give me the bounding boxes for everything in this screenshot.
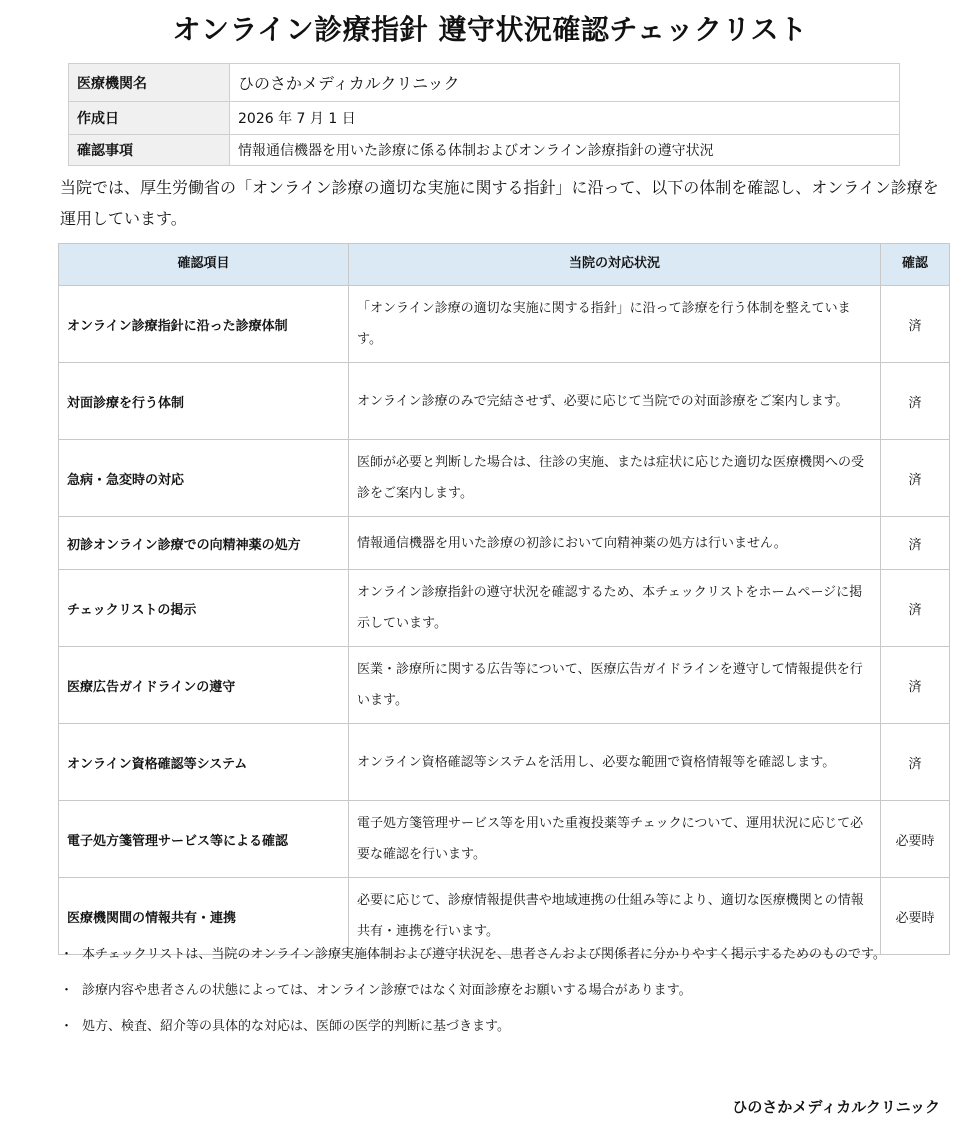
- page-title: オンライン診療指針 遵守状況確認チェックリスト: [172, 13, 808, 46]
- row-item: 対面診療を行う体制: [59, 363, 349, 440]
- info-key-clinic: 医療機関名: [69, 64, 230, 102]
- checklist-header-row: [59, 244, 950, 286]
- table-row: [59, 570, 950, 647]
- intro-text: 当院では、厚生労働省の「オンライン診療の適切な実施に関する指針」に沿って、以下の体制を確認し、オンライン診療を運用しています。: [60, 178, 939, 228]
- row-item: 電子処方箋管理サービス等による確認: [59, 801, 349, 878]
- list-item: [60, 940, 945, 969]
- table-row: [59, 517, 950, 570]
- row-item: 医療機関間の情報共有・連携: [59, 878, 349, 955]
- header-status: 当院の対応状況: [349, 244, 881, 286]
- row-item: チェックリストの掲示: [59, 570, 349, 647]
- row-item: オンライン診療指針に沿った診療体制: [59, 286, 349, 363]
- info-value-clinic: ひのさかメディカルクリニック: [230, 64, 900, 102]
- row-check: 済: [881, 517, 950, 570]
- row-check: 済: [881, 724, 950, 801]
- table-row: [59, 647, 950, 724]
- notes-list: [60, 940, 945, 1048]
- info-row-subject: [69, 135, 900, 166]
- row-status: 医業・診療所に関する広告等について、医療広告ガイドラインを遵守して情報提供を行います。: [349, 647, 881, 724]
- row-check: 必要時: [881, 801, 950, 878]
- header-check: 確認: [881, 244, 950, 286]
- row-check: 済: [881, 363, 950, 440]
- checklist-table: [58, 243, 950, 955]
- info-row-clinic: [69, 64, 900, 102]
- table-row: [59, 363, 950, 440]
- bullet: ・: [60, 983, 74, 998]
- row-check: 必要時: [881, 878, 950, 955]
- table-row: [59, 286, 950, 363]
- row-check: 済: [881, 570, 950, 647]
- row-check: 済: [881, 647, 950, 724]
- row-status: 情報通信機器を用いた診療の初診において向精神薬の処方は行いません。: [349, 517, 881, 570]
- info-key-date: 作成日: [69, 102, 230, 135]
- row-item: 医療広告ガイドラインの遵守: [59, 647, 349, 724]
- row-status: 電子処方箋管理サービス等を用いた重複投薬等チェックについて、運用状況に応じて必要な確認を行います。: [349, 801, 881, 878]
- info-table: [68, 63, 900, 166]
- info-value-subject: 情報通信機器を用いた診療に係る体制およびオンライン診療指針の遵守状況: [230, 135, 900, 166]
- table-row: [59, 724, 950, 801]
- row-item: オンライン資格確認等システム: [59, 724, 349, 801]
- list-item: [60, 976, 945, 1005]
- info-key-subject: 確認事項: [69, 135, 230, 166]
- note-text: 診療内容や患者さんの状態によっては、オンライン診療ではなく対面診療をお願いする場合があります。: [82, 983, 692, 998]
- header-item: 確認項目: [59, 244, 349, 286]
- row-status: 医師が必要と判断した場合は、往診の実施、または症状に応じた適切な医療機関への受診をご案内します。: [349, 440, 881, 517]
- note-text: 本チェックリストは、当院のオンライン診療実施体制および遵守状況を、患者さんおよび関係者に分かりやすく掲示するためのものです。: [82, 947, 886, 962]
- note-text: 処方、検査、紹介等の具体的な対応は、医師の医学的判断に基づきます。: [82, 1019, 510, 1034]
- row-check: 済: [881, 440, 950, 517]
- row-item: 初診オンライン診療での向精神薬の処方: [59, 517, 349, 570]
- row-check: 済: [881, 286, 950, 363]
- footer-clinic-name: ひのさかメディカルクリニック: [732, 1098, 940, 1116]
- row-status: オンライン資格確認等システムを活用し、必要な範囲で資格情報等を確認します。: [349, 724, 881, 801]
- row-item: 急病・急変時の対応: [59, 440, 349, 517]
- list-item: [60, 1012, 945, 1041]
- table-row: [59, 440, 950, 517]
- row-status: オンライン診療指針の遵守状況を確認するため、本チェックリストをホームページに掲示しています。: [349, 570, 881, 647]
- row-status: 「オンライン診療の適切な実施に関する指針」に沿って診療を行う体制を整えています。: [349, 286, 881, 363]
- row-status: オンライン診療のみで完結させず、必要に応じて当院での対面診療をご案内します。: [349, 363, 881, 440]
- row-status: 必要に応じて、診療情報提供書や地域連携の仕組み等により、適切な医療機関との情報共有・連携を行います。: [349, 878, 881, 955]
- bullet: ・: [60, 947, 74, 962]
- info-row-date: [69, 102, 900, 135]
- table-row: [59, 801, 950, 878]
- info-value-date: 2026 年 7 月 1 日: [230, 102, 900, 135]
- bullet: ・: [60, 1019, 74, 1034]
